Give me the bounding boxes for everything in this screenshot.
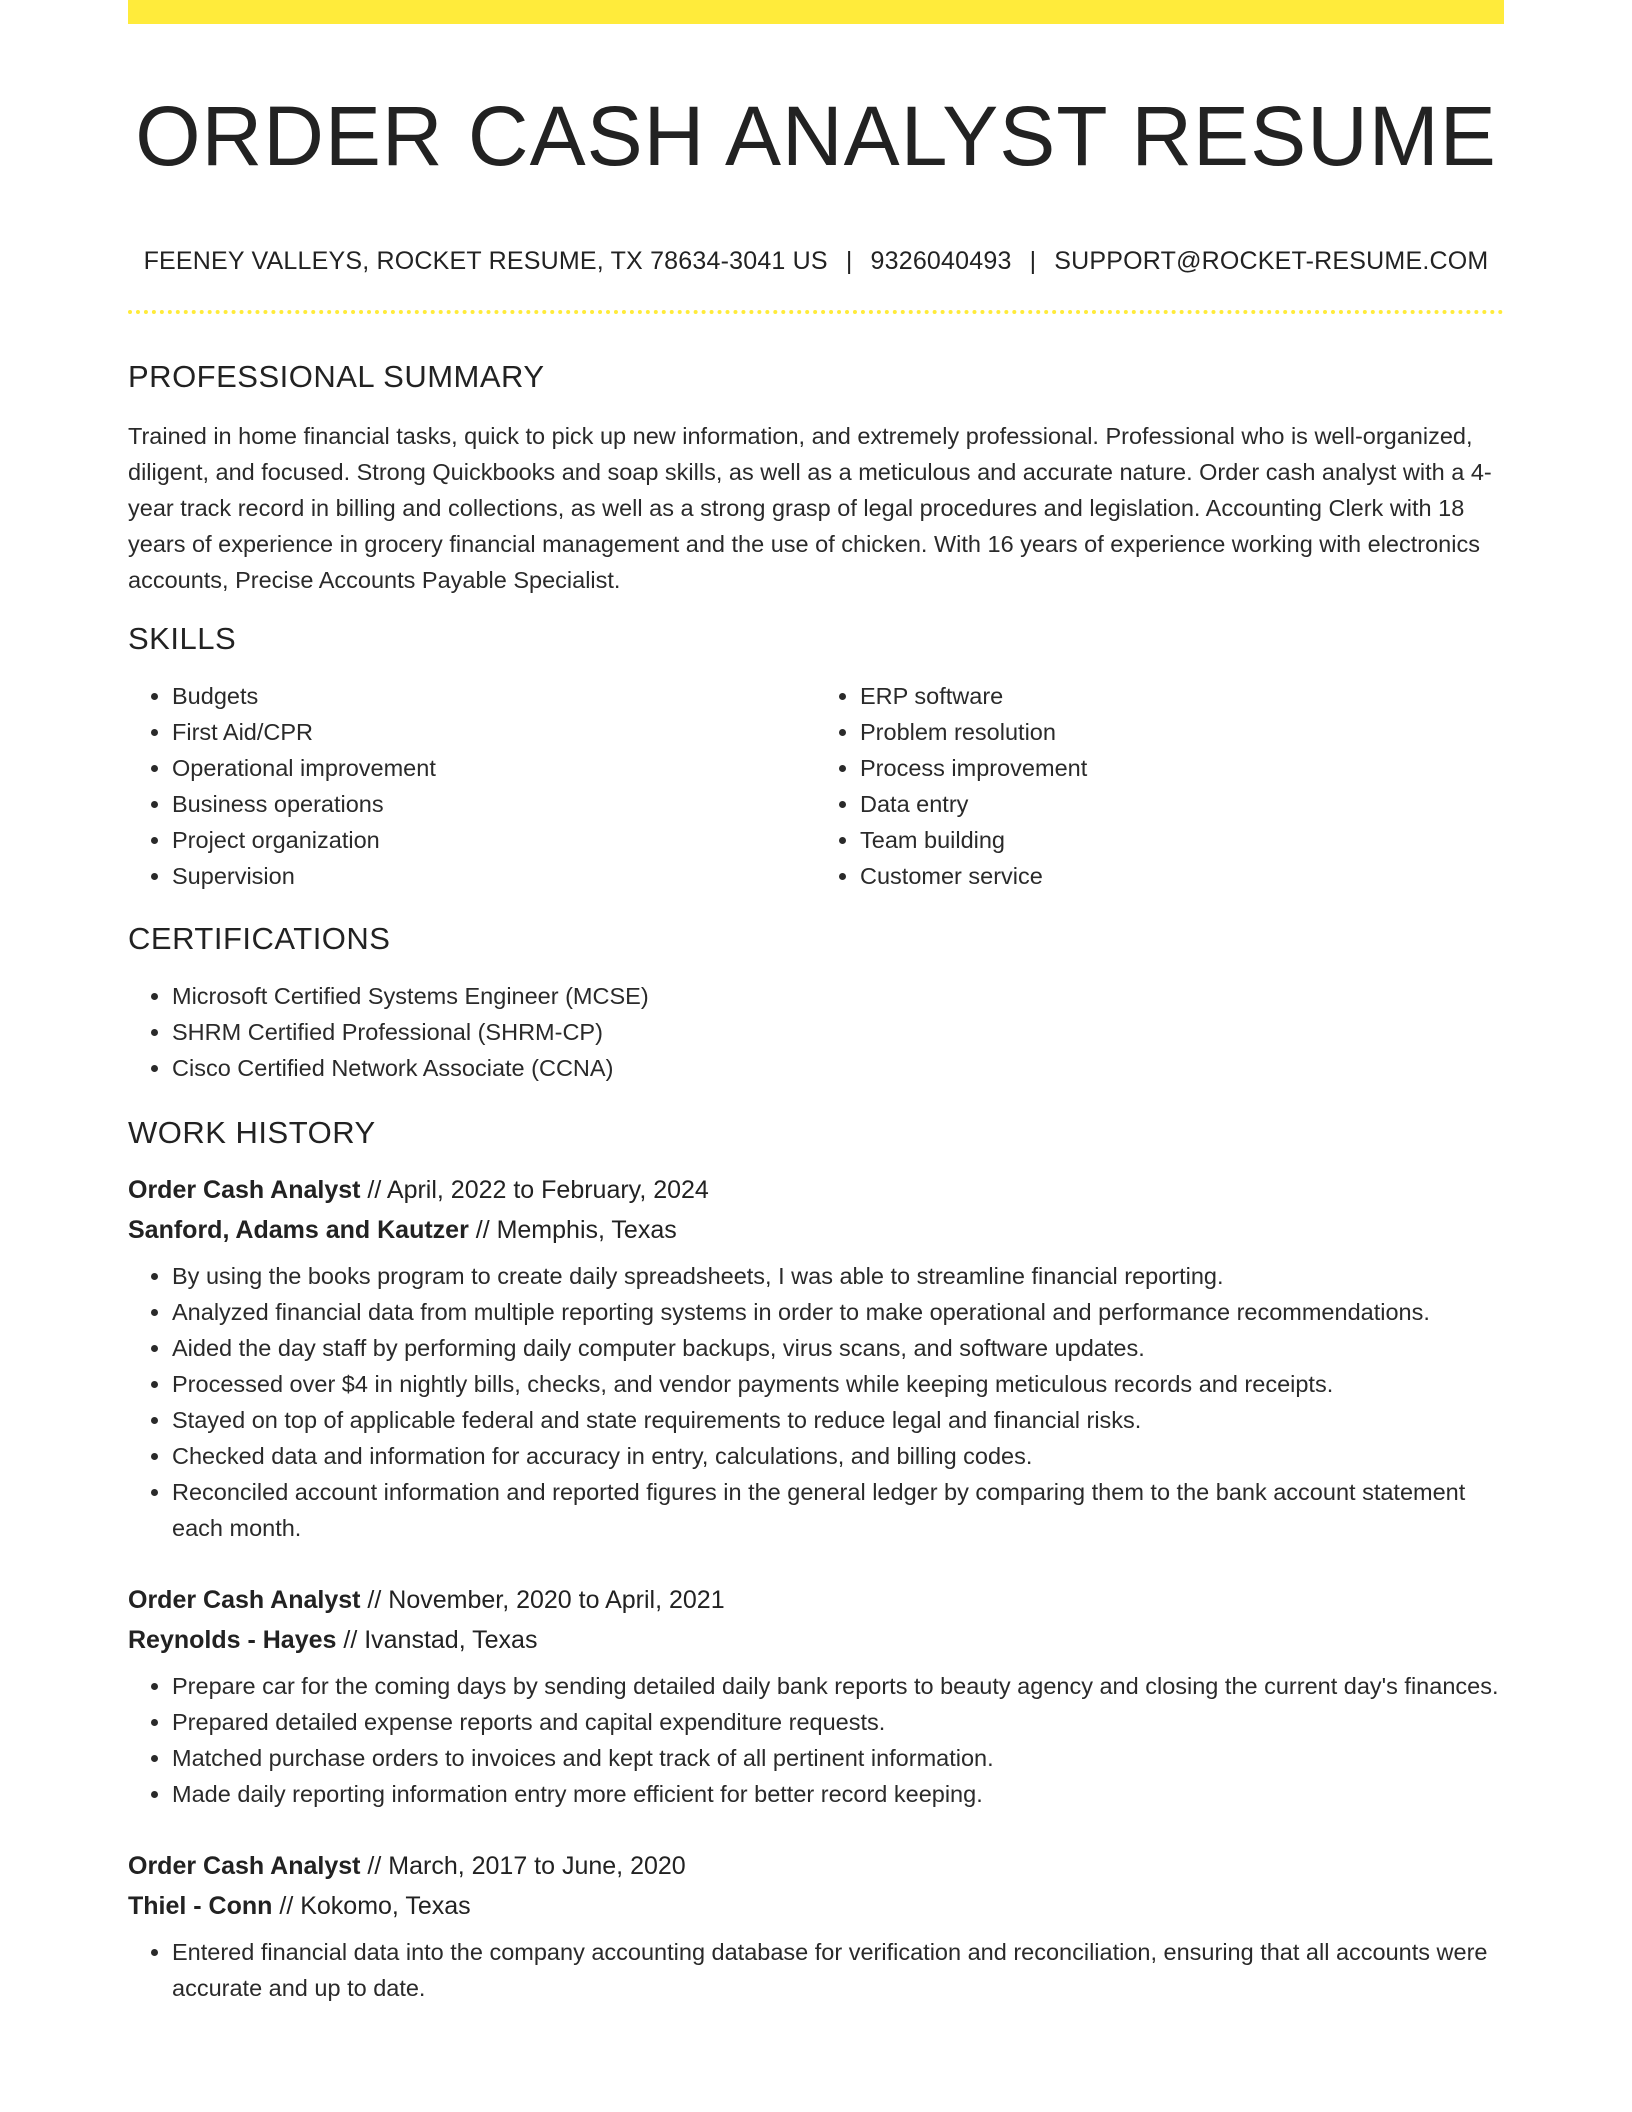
job-bullet: • By using the books program to create daily spreadsheets, I was able to streamline financial reporting. [172, 1258, 1504, 1294]
contact-line [128, 246, 1504, 276]
resume-title: ORDER CASH ANALYST RESUME [135, 89, 1497, 183]
job-bullet: • Prepared detailed expense reports and capital expenditure requests. [172, 1704, 1504, 1740]
job-dates: // March, 2017 to June, 2020 [360, 1852, 686, 1880]
skills-right-list [816, 678, 1504, 894]
job-role-line [128, 1580, 1504, 1620]
skill-item: • ERP software [860, 678, 1504, 714]
job-company-line [128, 1210, 1504, 1250]
job-location: // Memphis, Texas [468, 1216, 677, 1244]
skill-item: • Customer service [860, 858, 1504, 894]
job-company-line [128, 1620, 1504, 1660]
skill-item: • Business operations [172, 786, 816, 822]
job-role-line [128, 1170, 1504, 1210]
job-bullet: • Checked data and information for accuracy in entry, calculations, and billing codes. [172, 1438, 1504, 1474]
work-history-section [128, 1114, 1504, 2006]
skill-item: • Problem resolution [860, 714, 1504, 750]
certifications-section [128, 920, 1504, 1086]
skill-item: • Budgets [172, 678, 816, 714]
skill-item: • Team building [860, 822, 1504, 858]
skill-item: • Operational improvement [172, 750, 816, 786]
job-role: Order Cash Analyst [128, 1176, 361, 1204]
job-dates: // April, 2022 to February, 2024 [360, 1176, 709, 1204]
job-bullet: • Matched purchase orders to invoices and kept track of all pertinent information. [172, 1740, 1504, 1776]
job-bullet: • Made daily reporting information entry more efficient for better record keeping. [172, 1776, 1504, 1812]
job-company-line [128, 1886, 1504, 1926]
certification-item: • Cisco Certified Network Associate (CCNA) [172, 1050, 1504, 1086]
job-location: // Ivanstad, Texas [336, 1626, 538, 1654]
job-bullet: • Entered financial data into the company accounting database for verification and reconciliation, ensuring that all accounts were accurate and up to date. [172, 1934, 1504, 2006]
skill-item: • Supervision [172, 858, 816, 894]
contact-separator: | [1029, 247, 1037, 275]
skills-heading: SKILLS [128, 621, 237, 656]
job-dates: // November, 2020 to April, 2021 [360, 1586, 725, 1614]
skills-section [128, 620, 1504, 894]
certification-item: • SHRM Certified Professional (SHRM-CP) [172, 1014, 1504, 1050]
job-entry [128, 1580, 1504, 1812]
job-bullet: • Analyzed financial data from multiple reporting systems in order to make operational and performance recommendations. [172, 1294, 1504, 1330]
job-entry [128, 1846, 1504, 2006]
skill-item: • Data entry [860, 786, 1504, 822]
certification-item: • Microsoft Certified Systems Engineer (MCSE) [172, 978, 1504, 1014]
contact-phone[interactable]: 9326040493 [870, 247, 1012, 275]
job-location: // Kokomo, Texas [272, 1892, 471, 1920]
certifications-list [128, 978, 1504, 1086]
job-role: Order Cash Analyst [128, 1852, 361, 1880]
dotted-divider [128, 310, 1504, 314]
job-bullets [128, 1668, 1504, 1812]
skill-item: • Project organization [172, 822, 816, 858]
summary-section [128, 358, 1504, 598]
job-bullets [128, 1258, 1504, 1546]
job-bullet: • Stayed on top of applicable federal and state requirements to reduce legal and financial risks. [172, 1402, 1504, 1438]
skills-columns [128, 678, 1504, 894]
skill-item: • Process improvement [860, 750, 1504, 786]
job-company: Reynolds - Hayes [128, 1626, 337, 1654]
summary-text: Trained in home financial tasks, quick to pick up new information, and extremely professional. Professional who is well-organized, diligent, and focused. Strong Quickbooks and soap skills, as well as a meticulous and accurate nature. Order cash analyst with a 4-year track record in billing and collections, as well as a strong grasp of legal procedures and legislation. Accounting Clerk with 18 years of experience in grocery financial management and the use of chicken. With 16 years of experience working with electronics accounts, Precise Accounts Payable Specialist. [128, 423, 1492, 593]
job-role-line [128, 1846, 1504, 1886]
skill-item: • First Aid/CPR [172, 714, 816, 750]
job-entry [128, 1170, 1504, 1546]
job-bullets [128, 1934, 1504, 2006]
work-history-heading: WORK HISTORY [128, 1115, 376, 1150]
contact-address: FEENEY VALLEYS, ROCKET RESUME, TX 78634-3041 US [143, 247, 828, 275]
contact-email[interactable]: SUPPORT@ROCKET-RESUME.COM [1054, 247, 1489, 275]
job-bullet: • Processed over $4 in nightly bills, checks, and vendor payments while keeping meticulous records and receipts. [172, 1366, 1504, 1402]
certifications-heading: CERTIFICATIONS [128, 921, 391, 956]
job-company: Sanford, Adams and Kautzer [128, 1216, 469, 1244]
job-bullet: • Prepare car for the coming days by sending detailed daily bank reports to beauty agency and closing the current day's finances. [172, 1668, 1504, 1704]
accent-top-bar [128, 0, 1504, 24]
job-role: Order Cash Analyst [128, 1586, 361, 1614]
summary-heading: PROFESSIONAL SUMMARY [128, 359, 545, 394]
contact-separator: | [845, 247, 853, 275]
resume-page [128, 0, 1504, 2006]
job-bullet: • Reconciled account information and reported figures in the general ledger by comparing them to the bank account statement each month. [172, 1474, 1504, 1546]
job-company: Thiel - Conn [128, 1892, 273, 1920]
job-bullet: • Aided the day staff by performing daily computer backups, virus scans, and software updates. [172, 1330, 1504, 1366]
skills-left-list [128, 678, 816, 894]
